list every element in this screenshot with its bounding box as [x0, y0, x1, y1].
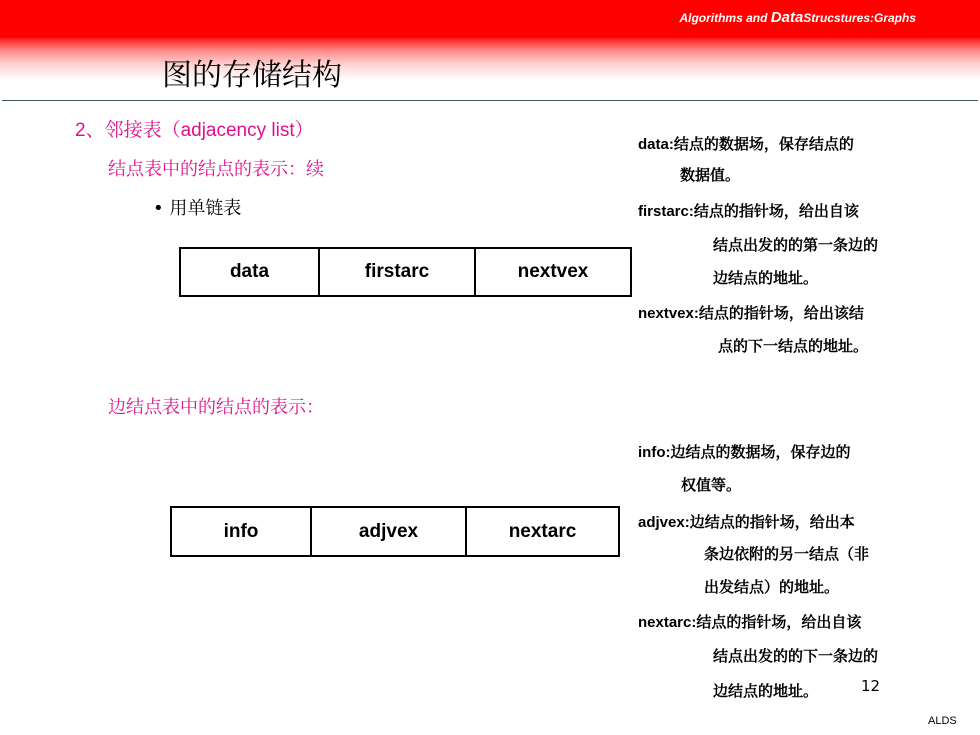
desc-firstarc	[638, 200, 859, 221]
desc-term: nextarc:	[638, 614, 697, 631]
desc-line: 结点的指针场，给出自该	[693, 202, 859, 220]
desc-line: 结点出发的的第一条边的	[713, 236, 879, 254]
record-field-info: info	[172, 508, 312, 555]
vertex-heading: 结点表中的结点的表示：续	[108, 159, 324, 180]
desc-line: 结点的指针场，给出该结	[698, 304, 864, 322]
title-divider	[2, 100, 978, 101]
desc-term: data:	[638, 136, 674, 153]
slide-title: 图的存储结构	[162, 58, 342, 93]
edge-record-diagram	[170, 506, 620, 557]
desc-nextvex	[638, 302, 864, 323]
record-field-adjvex: adjvex	[312, 508, 467, 555]
course-header	[679, 9, 916, 26]
desc-line: 出发结点）的地址。	[704, 578, 840, 596]
vertex-record-diagram	[179, 247, 632, 297]
desc-term: nextvex:	[638, 305, 699, 322]
desc-data	[638, 133, 854, 154]
footer-label: ALDS	[928, 715, 957, 727]
desc-term: adjvex:	[638, 514, 690, 531]
desc-line: 结点的数据场，保存结点的	[673, 135, 854, 153]
section-heading: 2、邻接表（adjacency list）	[75, 120, 314, 141]
desc-line: 边结点的数据场，保存边的	[670, 443, 851, 461]
header-prefix: Algorithms and	[679, 11, 771, 25]
page-number: 12	[861, 677, 881, 695]
desc-line: 条边依附的另一结点（非	[704, 545, 870, 563]
desc-line: 数据值。	[680, 166, 741, 184]
desc-line: 点的下一结点的地址。	[718, 337, 869, 355]
desc-line: 边结点的地址。	[713, 682, 819, 700]
desc-line: 权值等。	[681, 476, 742, 494]
desc-term: firstarc:	[638, 203, 694, 220]
header-suffix: Strucstures:Graphs	[803, 11, 916, 25]
header-gradient	[0, 38, 980, 80]
desc-line: 结点的指针场，给出自该	[696, 613, 862, 631]
header-emph: Data	[770, 9, 804, 26]
desc-adjvex	[638, 511, 855, 532]
desc-nextarc	[638, 611, 861, 632]
desc-line: 结点出发的的下一条边的	[713, 647, 879, 665]
edge-heading: 边结点表中的结点的表示：	[108, 397, 324, 418]
record-field-firstarc: firstarc	[320, 249, 476, 295]
desc-line: 边结点的指针场，给出本	[689, 513, 855, 531]
desc-term: info:	[638, 444, 671, 461]
desc-info	[638, 441, 851, 462]
bullet-item: • 用单链表	[153, 198, 242, 219]
record-field-nextvex: nextvex	[517, 261, 589, 282]
record-field-data: data	[181, 249, 320, 295]
desc-line: 边结点的地址。	[713, 269, 819, 287]
record-field-nextarc: nextarc	[508, 520, 577, 542]
